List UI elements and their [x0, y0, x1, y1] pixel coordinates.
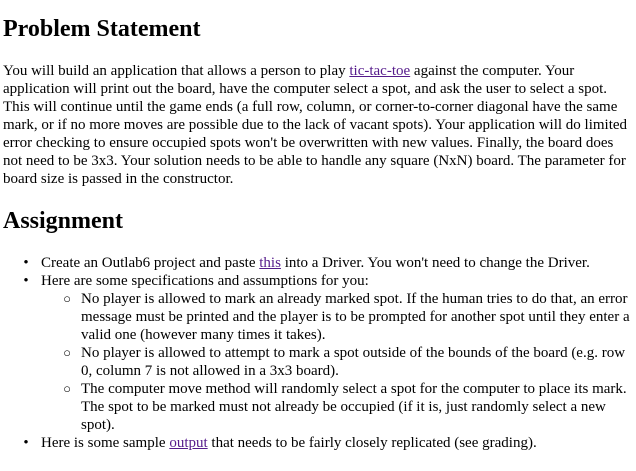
tic-tac-toe-link[interactable]: tic-tac-toe [349, 63, 411, 79]
document-page [3, 0, 633, 452]
assignment-item-sample-output [3, 434, 633, 452]
assignment-heading: Assignment [3, 208, 124, 234]
spec-text: No player is allowed to mark an already marked spot. If the human tries to do that, an error message must be printed and the player is to be prompted for another spot until they enter a valid one (however many times it takes). [81, 291, 630, 343]
problem-text-rest: against the computer. Your application will print out the board, have the computer select a spot, and ask the user to select a spot. This will continue until the game ends (a full row, column, or corner-to-corner diagonal have the same mark, or if no more moves are possible due to the lack of vacant spots). Your application will do limited error checking to ensure occupied spots won't be overwritten with new values. Finally, the board does not need to be 3x3. Your solution needs to be able to handle any square (NxN) board. The parameter for board size is passed in the constructor. [3, 63, 628, 187]
item-text-pre: Create an Outlab6 project and paste [41, 255, 256, 271]
specifications-sublist [41, 290, 633, 434]
bullet-icon: • [23, 435, 29, 451]
bullet-icon: • [23, 255, 29, 271]
spec-item-no-marked-spot [41, 290, 633, 344]
spec-text: No player is allowed to attempt to mark a spot outside of the bounds of the board (e.g. row 0, column 7 is not allowed in a 3x3 board). [81, 345, 626, 379]
sample-output-link[interactable]: output [169, 435, 208, 451]
problem-statement-heading: Problem Statement [3, 16, 201, 42]
problem-statement-paragraph [3, 62, 633, 188]
item-text: Here are some specifications and assumptions for you: [41, 273, 369, 289]
spec-text: The computer move method will randomly select a spot for the computer to place its mark. The spot to be marked must not already be occupied (if it is, just randomly select a new spot). [81, 381, 627, 433]
problem-text-start: You will build an application that allows a person to play [3, 63, 346, 79]
driver-code-link[interactable]: this [259, 255, 281, 271]
item-text-pre: Here is some sample [41, 435, 166, 451]
assignment-item-specifications [3, 272, 633, 434]
circle-bullet-icon: ○ [63, 291, 71, 306]
circle-bullet-icon: ○ [63, 345, 71, 360]
circle-bullet-icon: ○ [63, 381, 71, 396]
assignment-list [3, 254, 633, 452]
bullet-icon: • [23, 273, 29, 289]
item-text-post: that needs to be fairly closely replicated (see grading). [211, 435, 537, 451]
item-text-post: into a Driver. You won't need to change the Driver. [284, 255, 590, 271]
assignment-item-create-project [3, 254, 633, 272]
spec-item-computer-move [41, 380, 633, 434]
spec-item-bounds [41, 344, 633, 380]
